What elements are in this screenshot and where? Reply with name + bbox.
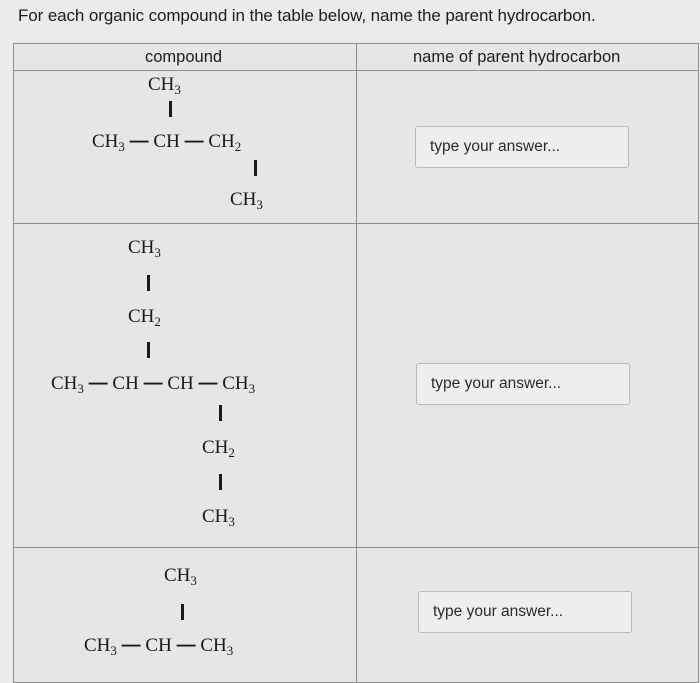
compound-table bbox=[13, 43, 699, 683]
row-divider bbox=[14, 547, 698, 548]
ch2-group: $CH_2$ bbox=[128, 306, 161, 329]
answer-input-3[interactable]: type your answer... bbox=[418, 591, 632, 633]
ch3-group: $CH_3$ bbox=[230, 189, 263, 212]
question-prompt: For each organic compound in the table below, name the parent hydrocarbon. bbox=[18, 6, 596, 25]
column-divider bbox=[356, 44, 357, 682]
answer-input-1[interactable]: type your answer... bbox=[415, 126, 629, 168]
vertical-bond bbox=[147, 275, 150, 291]
main-chain: $CH_3$ — CH — CH — $CH_3$ bbox=[51, 373, 256, 396]
ch3-group: $CH_3$ bbox=[128, 237, 161, 260]
vertical-bond bbox=[169, 101, 172, 117]
ch3-group: $CH_3$ bbox=[202, 506, 235, 529]
ch2-group: $CH_2$ bbox=[202, 437, 235, 460]
vertical-bond bbox=[254, 160, 257, 176]
ch3-group: $CH_3$ bbox=[148, 74, 181, 97]
header-divider bbox=[14, 70, 698, 71]
row-divider bbox=[14, 223, 698, 224]
vertical-bond bbox=[147, 342, 150, 358]
main-chain: $CH_3$ — CH — $CH_2$ bbox=[92, 131, 242, 154]
parent-column-header: name of parent hydrocarbon bbox=[413, 48, 621, 66]
vertical-bond bbox=[181, 604, 184, 620]
vertical-bond bbox=[219, 405, 222, 421]
vertical-bond bbox=[219, 474, 222, 490]
main-chain: $CH_3$ — CH — $CH_3$ bbox=[84, 635, 234, 658]
answer-input-2[interactable]: type your answer... bbox=[416, 363, 630, 405]
compound-column-header: compound bbox=[145, 48, 223, 66]
ch3-group: $CH_3$ bbox=[164, 565, 197, 588]
